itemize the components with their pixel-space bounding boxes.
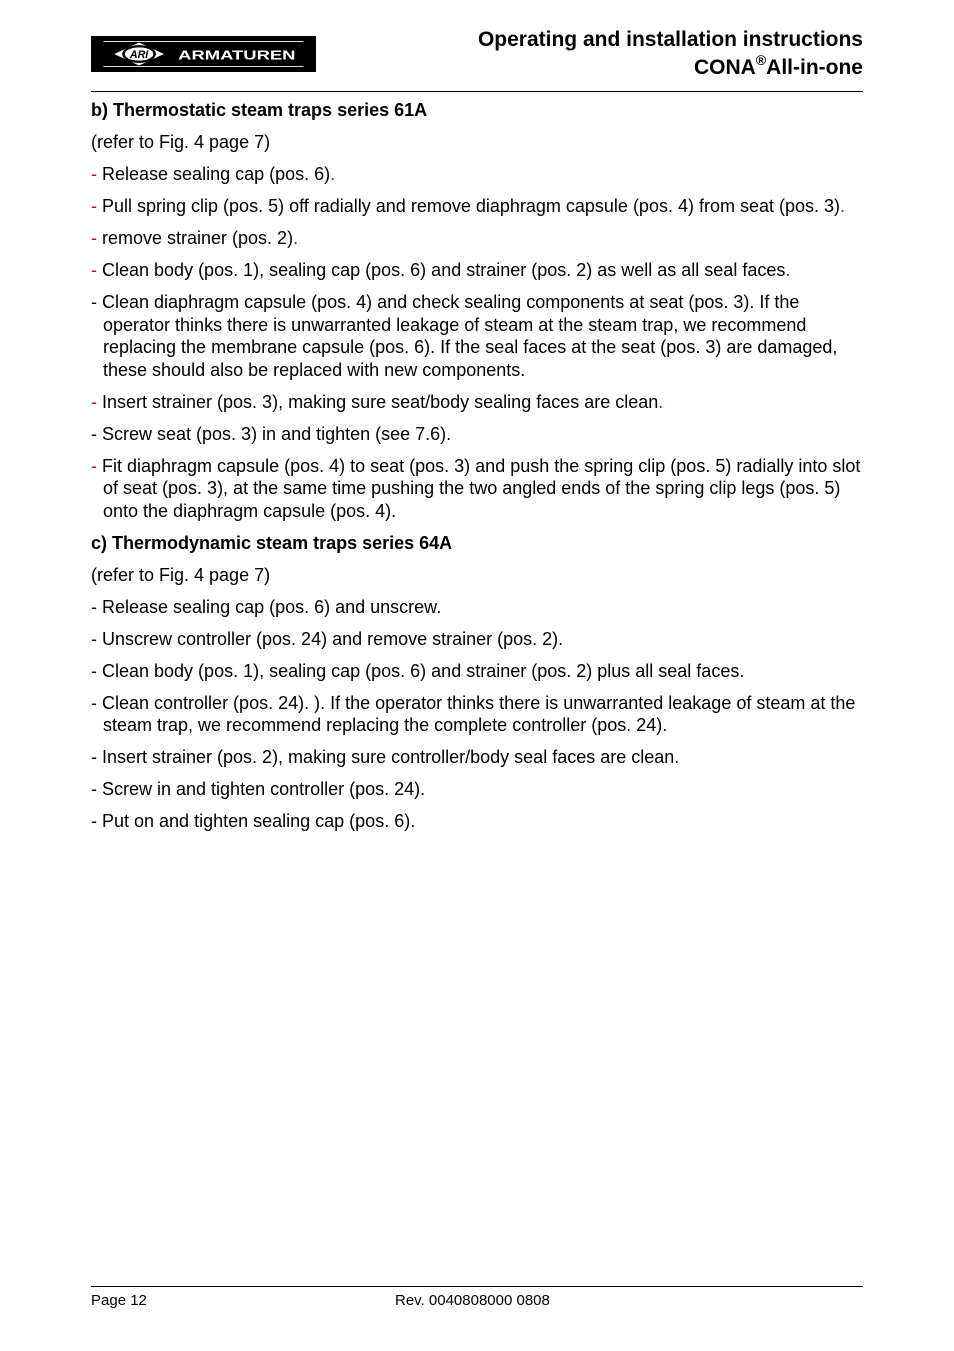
item-text: Insert strainer (pos. 3), making sure seat/body sealing faces are clean [97,391,659,412]
section-c-item: - Insert strainer (pos. 2), making sure controller/body seal faces are clean. [91,747,680,767]
section-c-item: - Clean body (pos. 1), sealing cap (pos. 6) and strainer (pos. 2) plus all seal faces. [91,660,745,681]
item-text: Screw seat (pos. 3) in and tighten (see 7.6). [97,423,452,444]
item-text: Clean body (pos. 1), sealing cap (pos. 6) and strainer (pos. 2) as well as all seal faces [97,260,786,280]
svg-text:ARMATUREN: ARMATUREN [178,47,296,63]
item-text: Clean diaphragm capsule (pos. 4) and check sealing components at seat (pos. 3). If the operator thinks there is unwarranted leakage of steam at the steam trap, we recommend replacing the membrane capsule (pos. 6). If the seal faces at the seat (pos. 3) are damaged, these should also be replaced with new components. [97,292,838,380]
registered-mark: ® [755,52,767,68]
section-c-item: - Release sealing cap (pos. 6) and unscrew. [91,596,442,617]
section-b-heading: b) Thermostatic steam traps series 61A [91,100,428,120]
section-c-item: - Put on and tighten sealing cap (pos. 6). [91,811,416,831]
section-b-item [91,195,866,218]
item-text: Pull spring clip (pos. 5) off radially and remove diaphragm capsule (pos. 4) from seat (pos. 3) [97,196,841,216]
section-c-instruction-list [91,596,866,833]
revision-number: Rev. 0040808000 0808 [395,1292,550,1309]
svg-text:ARI: ARI [129,49,149,61]
bullet-dash: - [91,423,97,444]
item-end-punctuation: . [785,260,791,280]
item-end-punctuation: . [658,391,664,412]
page-number: Page 12 [91,1292,147,1309]
section-c-reference: (refer to Fig. 4 page 7) [91,564,271,585]
section-b-item [91,227,866,250]
title-line-1: Operating and installation instructions [477,28,863,51]
product-name: CONA [694,56,756,79]
item-end-punctuation: . [840,196,846,216]
section-b-reference: (refer to Fig. 4 page 7) [91,132,271,152]
section-c-item: - Unscrew controller (pos. 24) and remove strainer (pos. 2). [91,628,564,649]
header-divider [91,91,863,92]
title-line-2 [478,54,863,82]
footer-divider [91,1286,863,1287]
item-text: Release sealing cap (pos. 6) [97,164,331,184]
section-b-item [91,163,866,186]
bullet-dash: - [91,196,97,216]
section-b-item [91,391,866,414]
product-suffix: All-in-one [766,56,863,79]
bullet-dash: - [91,228,97,248]
bullet-dash: - [91,260,97,280]
ari-armaturen-logo [91,36,316,72]
item-text: Fit diaphragm capsule (pos. 4) to seat (pos. 3) and push the spring clip (pos. 5) radially into slot of seat (pos. 3), at the same time pushing the two angled ends of the spring clip legs (pos. 5) onto the diaphragm capsule (pos. 4). [97,455,861,521]
bullet-dash: - [91,391,97,412]
section-b-item [91,423,866,446]
section-b-instruction-list [91,163,866,522]
bullet-dash: - [91,455,97,476]
section-b-item [91,291,866,381]
document-title [478,26,863,82]
section-c-item: - Clean controller (pos. 24). ). If the operator thinks there is unwarranted leakage of steam at the steam trap, we recommend replacing the complete controller (pos. 24). [91,692,856,735]
item-end-punctuation: . [293,228,299,248]
item-text: remove strainer (pos. 2) [97,228,294,248]
item-end-punctuation: . [330,164,336,184]
section-c-item: - Screw in and tighten controller (pos. 24). [91,779,426,799]
section-b-item [91,259,866,282]
main-content [91,99,866,842]
section-b-item [91,455,866,523]
bullet-dash: - [91,164,97,184]
section-c-heading: c) Thermodynamic steam traps series 64A [91,532,453,553]
bullet-dash: - [91,292,97,312]
